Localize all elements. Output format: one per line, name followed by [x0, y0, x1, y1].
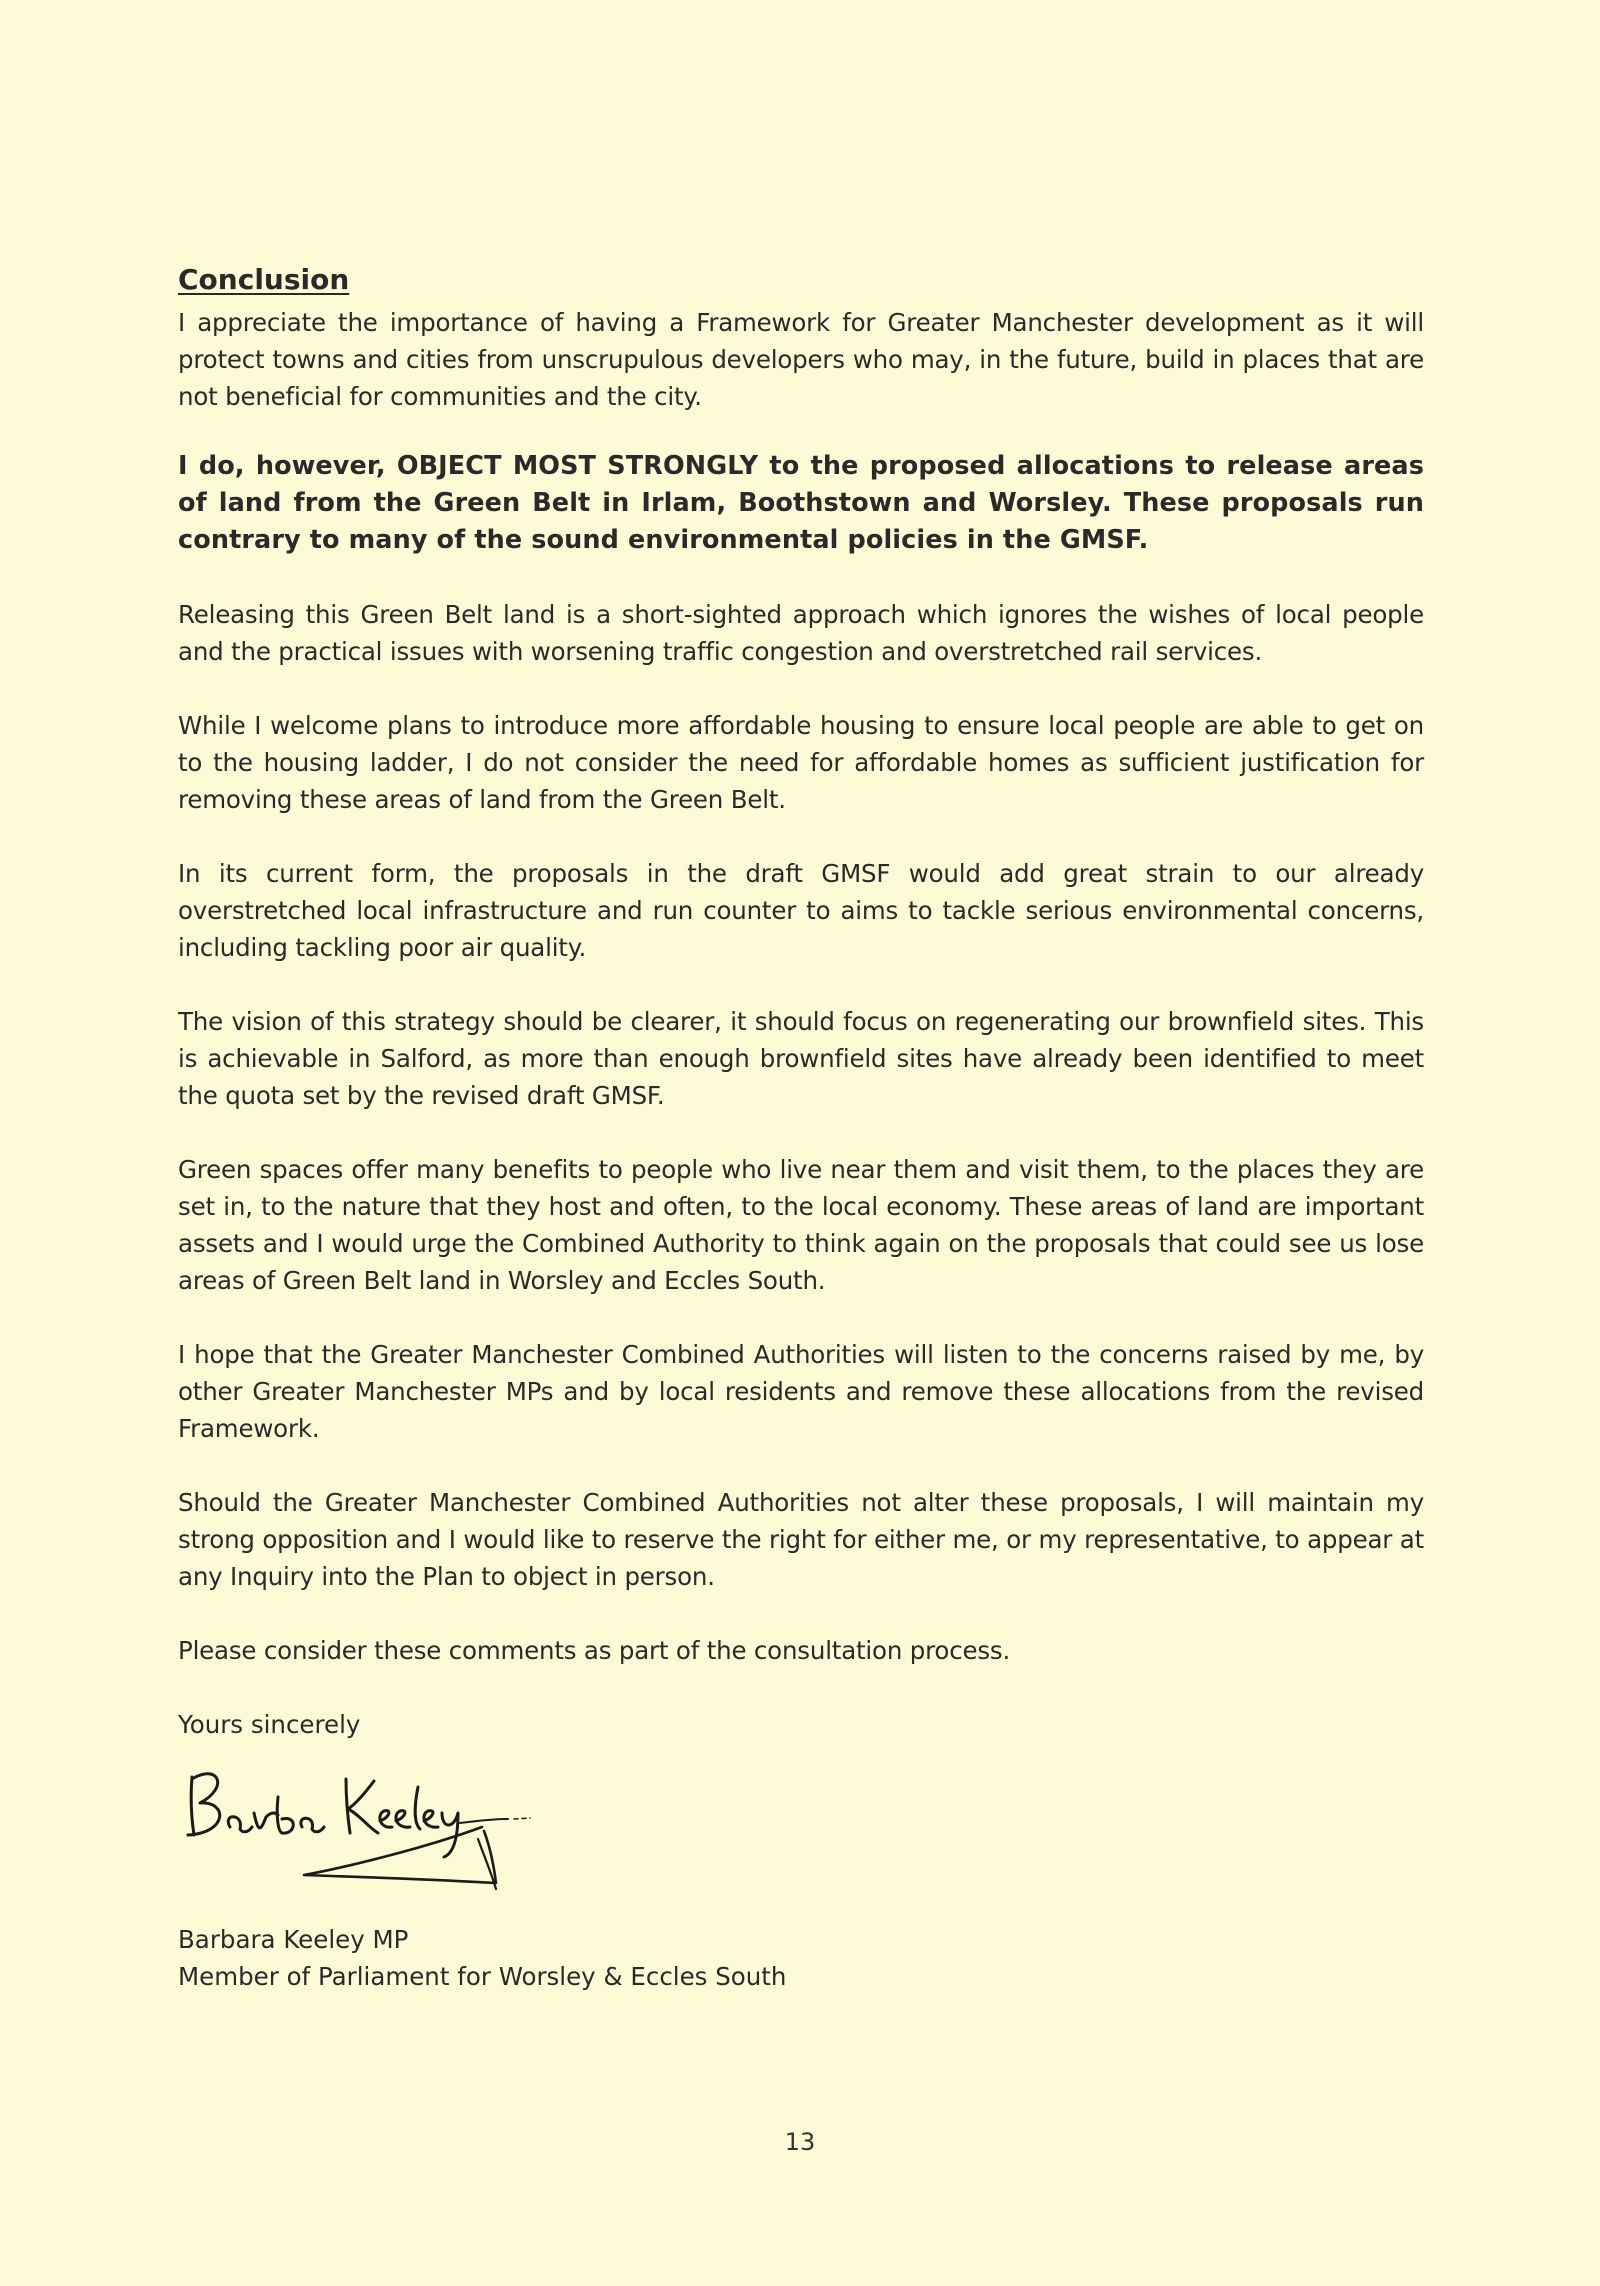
page-number: 13 [784, 2128, 816, 2156]
paragraph-inquiry: Should the Greater Manchester Combined Authorities not alter these proposals, I will maintain my strong opposition and I would like to reserve the right for either me, or my representative, to appear at any Inquiry into the Plan to object in person. [178, 1488, 1424, 1591]
paragraph-infrastructure: In its current form, the proposals in the draft GMSF would add great strain to our already overstretched local infrastructure and run counter to aims to tackle serious environmental concerns, including tackling poor air quality. [178, 859, 1424, 962]
paragraph-green-belt: Releasing this Green Belt land is a short-sighted approach which ignores the wishes of local people and the practical issues with worsening traffic congestion and overstretched rail services. [178, 600, 1424, 666]
paragraph-framework: I appreciate the importance of having a Framework for Greater Manchester development as it will protect towns and cities from unscrupulous developers who may, in the future, build in places that are not beneficial for communities and the city. [178, 308, 1424, 411]
paragraph-objection: I do, however, OBJECT MOST STRONGLY to the proposed allocations to release areas of land from the Green Belt in Irlam, Boothstown and Worsley. These proposals run contrary to many of the sound environmental policies in the GMSF. [178, 451, 1424, 555]
letter-body [178, 262, 1424, 1995]
signer-name: Barbara Keeley MP [178, 1925, 409, 1954]
closing-salutation: Yours sincerely [178, 1710, 361, 1739]
paragraph-brownfield: The vision of this strategy should be clearer, it should focus on regenerating our brownfield sites. This is achievable in Salford, as more than enough brownfield sites have already been identified to meet the quota set by the revised draft GMSF. [178, 1007, 1424, 1110]
paragraph-green-spaces: Green spaces offer many benefits to people who live near them and visit them, to the places they are set in, to the nature that they host and often, to the local economy. These areas of land are important assets and I would urge the Combined Authority to think again on the proposals that could see us lose areas of Green Belt land in Worsley and Eccles South. [178, 1155, 1424, 1295]
paragraph-hope: I hope that the Greater Manchester Combined Authorities will listen to the concerns raised by me, by other Greater Manchester MPs and by local residents and remove these allocations from the revised Framework. [178, 1340, 1424, 1443]
signer-title: Member of Parliament for Worsley & Eccles South [178, 1962, 787, 1991]
paragraph-consultation: Please consider these comments as part of the consultation process. [178, 1636, 1011, 1665]
section-heading: Conclusion [178, 263, 350, 296]
paragraph-affordable-housing: While I welcome plans to introduce more affordable housing to ensure local people are able to get on to the housing ladder, I do not consider the need for affordable homes as sufficient justification for removing these areas of land from the Green Belt. [178, 711, 1424, 814]
signature-image [178, 1757, 578, 1907]
